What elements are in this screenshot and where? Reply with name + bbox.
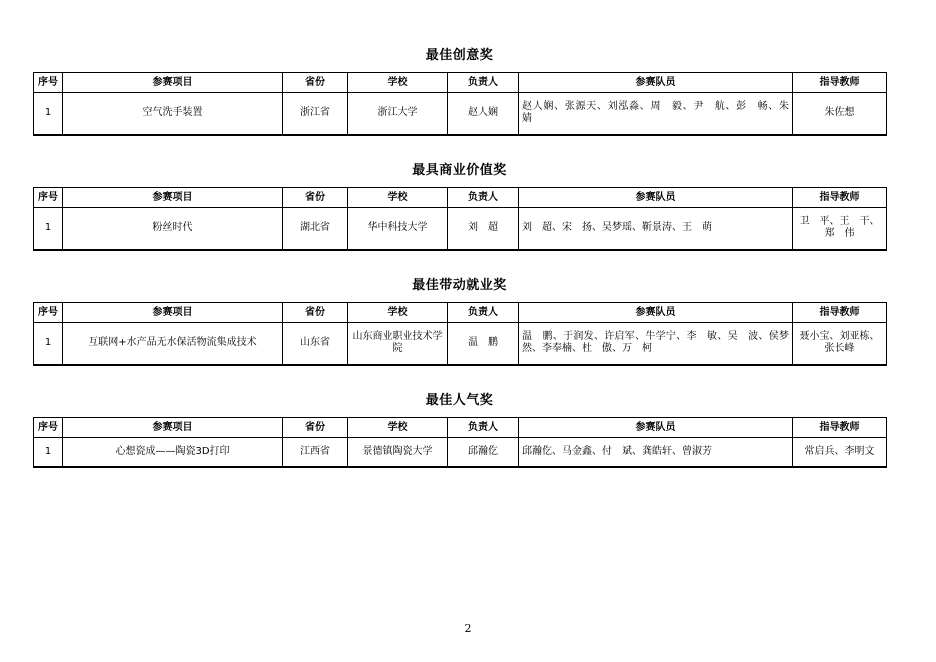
cell-advisor: 朱佐想 <box>793 93 887 135</box>
award-table <box>33 302 887 366</box>
header-province: 省份 <box>283 418 348 438</box>
cell-leader: 温 鹏 <box>448 323 519 365</box>
cell-province: 山东省 <box>283 323 348 365</box>
table-row <box>34 93 887 135</box>
header-school: 学校 <box>348 188 448 208</box>
header-advisor: 指导教师 <box>793 418 887 438</box>
cell-school: 山东商业职业技术学院 <box>348 323 448 365</box>
header-leader: 负责人 <box>448 418 519 438</box>
section-title: 最佳创意奖 <box>425 48 494 63</box>
cell-no: 1 <box>34 208 63 250</box>
header-no: 序号 <box>34 73 63 93</box>
award-table <box>33 72 887 136</box>
cell-no: 1 <box>34 438 63 467</box>
header-no: 序号 <box>34 418 63 438</box>
cell-leader: 刘 超 <box>448 208 519 250</box>
page-number: 2 <box>464 622 472 635</box>
table-row <box>34 438 887 467</box>
cell-school: 华中科技大学 <box>348 208 448 250</box>
header-no: 序号 <box>34 303 63 323</box>
header-province: 省份 <box>283 73 348 93</box>
cell-province: 湖北省 <box>283 208 348 250</box>
cell-province: 浙江省 <box>283 93 348 135</box>
header-members: 参赛队员 <box>519 303 793 323</box>
header-members: 参赛队员 <box>519 418 793 438</box>
cell-members: 刘 超、宋 扬、吴梦瑶、靳景涛、王 萌 <box>519 208 793 250</box>
cell-members: 温 鹏、于润发、许启军、牛学宁、李 敏、吴 波、侯梦然、李奉楠、杜 傲、万 柯 <box>519 323 793 365</box>
table-header-row <box>34 303 887 323</box>
header-leader: 负责人 <box>448 303 519 323</box>
header-advisor: 指导教师 <box>793 73 887 93</box>
cell-school: 浙江大学 <box>348 93 448 135</box>
cell-school: 景德镇陶瓷大学 <box>348 438 448 467</box>
table-row <box>34 208 887 250</box>
award-table <box>33 417 887 468</box>
header-project: 参赛项目 <box>63 73 283 93</box>
header-project: 参赛项目 <box>63 418 283 438</box>
header-school: 学校 <box>348 303 448 323</box>
header-no: 序号 <box>34 188 63 208</box>
header-leader: 负责人 <box>448 73 519 93</box>
cell-project: 互联网+水产品无水保活物流集成技术 <box>63 323 283 365</box>
cell-province: 江西省 <box>283 438 348 467</box>
table-header-row <box>34 188 887 208</box>
cell-leader: 邱瀚仡 <box>448 438 519 467</box>
header-project: 参赛项目 <box>63 303 283 323</box>
header-leader: 负责人 <box>448 188 519 208</box>
section-title: 最佳人气奖 <box>425 393 494 408</box>
header-advisor: 指导教师 <box>793 188 887 208</box>
cell-project: 心想瓷成——陶瓷3D打印 <box>63 438 283 467</box>
table-header-row <box>34 418 887 438</box>
header-school: 学校 <box>348 73 448 93</box>
section-title: 最佳带动就业奖 <box>412 278 507 293</box>
cell-no: 1 <box>34 323 63 365</box>
cell-leader: 赵人娴 <box>448 93 519 135</box>
section-title: 最具商业价值奖 <box>412 163 507 178</box>
cell-advisor: 常启兵、李明文 <box>793 438 887 467</box>
cell-advisor: 卫 平、王 干、郑 伟 <box>793 208 887 250</box>
cell-advisor: 聂小宝、刘亚栋、张长峰 <box>793 323 887 365</box>
table-header-row <box>34 73 887 93</box>
header-province: 省份 <box>283 303 348 323</box>
award-table <box>33 187 887 251</box>
table-row <box>34 323 887 365</box>
header-advisor: 指导教师 <box>793 303 887 323</box>
header-province: 省份 <box>283 188 348 208</box>
cell-no: 1 <box>34 93 63 135</box>
header-project: 参赛项目 <box>63 188 283 208</box>
cell-project: 粉丝时代 <box>63 208 283 250</box>
header-members: 参赛队员 <box>519 73 793 93</box>
header-members: 参赛队员 <box>519 188 793 208</box>
header-school: 学校 <box>348 418 448 438</box>
cell-members: 赵人娴、张源天、刘泓淼、周 毅、尹 航、彭 畅、朱 婧 <box>519 93 793 135</box>
cell-project: 空气洗手装置 <box>63 93 283 135</box>
cell-members: 邱瀚仡、马金鑫、付 斌、龚皓轩、曾淑芳 <box>519 438 793 467</box>
